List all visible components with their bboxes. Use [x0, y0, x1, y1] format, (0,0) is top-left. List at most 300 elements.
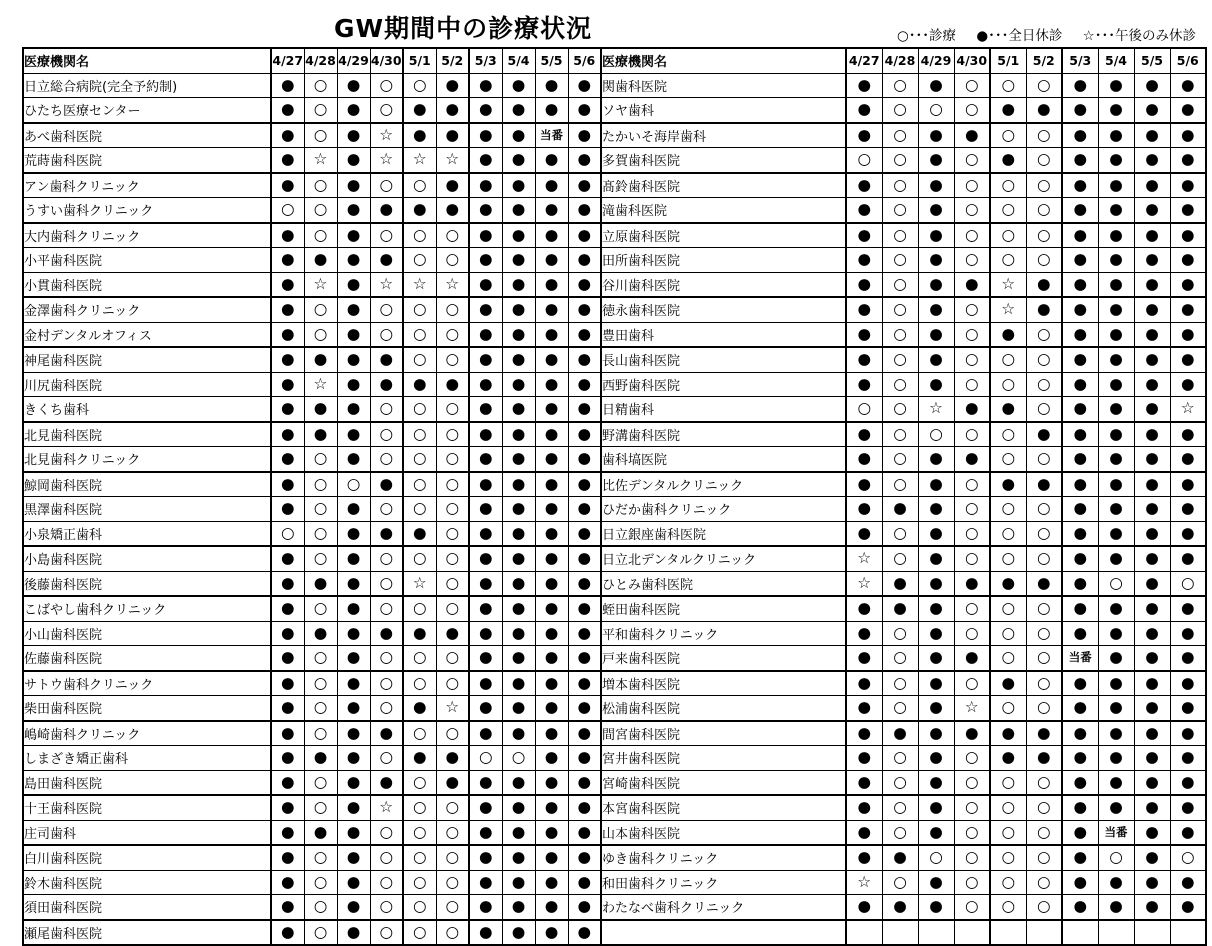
schedule-cell: ● — [535, 347, 568, 372]
schedule-cell: ● — [370, 521, 403, 546]
schedule-cell: ● — [846, 248, 882, 273]
clinic-name-cell: 金村デンタルオフィス — [23, 322, 271, 347]
schedule-cell: ○ — [954, 497, 990, 522]
schedule-cell: ○ — [990, 447, 1026, 472]
schedule-cell: ● — [370, 347, 403, 372]
schedule-cell: ○ — [370, 546, 403, 571]
header-row — [23, 48, 1206, 73]
schedule-cell: ○ — [882, 397, 918, 422]
schedule-cell: ● — [1098, 123, 1134, 148]
schedule-cell: ● — [502, 422, 535, 447]
table-row — [23, 248, 1206, 273]
clinic-name-cell: 間宮歯科医院 — [601, 721, 846, 746]
clinic-name-cell: 髙鈴歯科医院 — [601, 173, 846, 198]
schedule-cell: ○ — [1026, 845, 1062, 870]
schedule-cell: ● — [882, 596, 918, 621]
schedule-cell: ● — [502, 497, 535, 522]
schedule-cell: ○ — [882, 422, 918, 447]
schedule-cell: ○ — [403, 596, 436, 621]
schedule-cell: ● — [918, 820, 954, 845]
schedule-cell: ● — [1134, 173, 1170, 198]
schedule-cell: ● — [502, 546, 535, 571]
schedule-cell: ○ — [1026, 646, 1062, 671]
schedule-cell: ● — [1026, 297, 1062, 322]
schedule-cell: ● — [1170, 472, 1206, 497]
schedule-cell: ○ — [502, 746, 535, 771]
schedule-cell: ● — [436, 198, 469, 223]
table-row — [23, 746, 1206, 771]
schedule-cell: ● — [918, 596, 954, 621]
schedule-cell: ○ — [882, 148, 918, 173]
schedule-cell: ○ — [403, 845, 436, 870]
clinic-name-cell: 川尻歯科医院 — [23, 372, 271, 397]
schedule-cell: ● — [1134, 447, 1170, 472]
clinic-name-cell: 歯科塙医院 — [601, 447, 846, 472]
schedule-cell: ○ — [990, 795, 1026, 820]
table-row — [23, 422, 1206, 447]
schedule-cell: ● — [469, 173, 502, 198]
schedule-cell: ○ — [304, 173, 337, 198]
schedule-cell: ○ — [403, 223, 436, 248]
schedule-cell: ○ — [304, 497, 337, 522]
schedule-cell: ● — [535, 746, 568, 771]
clinic-name-cell: 須田歯科医院 — [23, 895, 271, 920]
date-header: 5/4 — [1098, 48, 1134, 73]
schedule-cell: ○ — [882, 272, 918, 297]
schedule-cell: ● — [918, 372, 954, 397]
schedule-cell: ● — [436, 98, 469, 123]
schedule-cell: ● — [1098, 521, 1134, 546]
schedule-cell: ● — [304, 571, 337, 596]
schedule-cell: ● — [271, 422, 304, 447]
schedule-cell: ● — [568, 571, 601, 596]
schedule-cell: ● — [502, 920, 535, 946]
schedule-cell: ○ — [990, 521, 1026, 546]
schedule-cell: ● — [337, 372, 370, 397]
clinic-name-cell: 庄司歯科 — [23, 820, 271, 845]
schedule-cell: ○ — [403, 820, 436, 845]
schedule-cell: ● — [1134, 646, 1170, 671]
schedule-cell: ○ — [954, 795, 990, 820]
schedule-cell: ● — [918, 746, 954, 771]
schedule-cell: ● — [469, 795, 502, 820]
schedule-cell: ○ — [370, 297, 403, 322]
schedule-cell: ○ — [436, 870, 469, 895]
page-title: GW期間中の診療状況 — [334, 14, 593, 43]
clinic-name-cell: 立原歯科医院 — [601, 223, 846, 248]
schedule-cell: ● — [502, 73, 535, 98]
clinic-name-cell: 平和歯科クリニック — [601, 621, 846, 646]
schedule-cell: ● — [502, 447, 535, 472]
schedule-cell: ○ — [990, 621, 1026, 646]
schedule-cell: ☆ — [370, 272, 403, 297]
schedule-cell: ● — [502, 521, 535, 546]
schedule-cell: ● — [271, 447, 304, 472]
schedule-cell: ● — [846, 123, 882, 148]
schedule-cell: ○ — [436, 671, 469, 696]
clinic-name-cell: 小貫歯科医院 — [23, 272, 271, 297]
schedule-cell: ○ — [304, 795, 337, 820]
schedule-cell: ● — [1026, 422, 1062, 447]
schedule-cell: ● — [1098, 347, 1134, 372]
schedule-cell: ● — [502, 472, 535, 497]
clinic-name-cell: 鯨岡歯科医院 — [23, 472, 271, 497]
schedule-cell: ● — [469, 497, 502, 522]
schedule-cell: ○ — [304, 546, 337, 571]
schedule-cell: ○ — [954, 73, 990, 98]
schedule-cell: ○ — [954, 148, 990, 173]
clinic-name-cell: 日立銀座歯科医院 — [601, 521, 846, 546]
schedule-cell: ● — [882, 721, 918, 746]
legend-item-closed-all-day: ●･･･全日休診 — [976, 28, 1063, 44]
schedule-cell: ● — [918, 696, 954, 721]
schedule-cell: ● — [1026, 721, 1062, 746]
clinic-name-cell: 嶋崎歯科クリニック — [23, 721, 271, 746]
schedule-cell: ● — [846, 98, 882, 123]
clinic-name-cell: 松浦歯科医院 — [601, 696, 846, 721]
schedule-cell: ● — [1170, 422, 1206, 447]
schedule-cell: ○ — [304, 98, 337, 123]
schedule-cell: ○ — [1026, 447, 1062, 472]
schedule-cell: ● — [990, 98, 1026, 123]
schedule-cell: ● — [568, 322, 601, 347]
schedule-cell: ○ — [370, 98, 403, 123]
clinic-name-cell: ソヤ歯科 — [601, 98, 846, 123]
schedule-cell: ● — [1134, 746, 1170, 771]
schedule-cell: ○ — [370, 870, 403, 895]
schedule-cell — [1098, 920, 1134, 946]
schedule-cell: ● — [337, 272, 370, 297]
clinic-name-cell: 西野歯科医院 — [601, 372, 846, 397]
schedule-cell: ● — [535, 571, 568, 596]
schedule-cell: ● — [469, 845, 502, 870]
schedule-cell: ● — [1062, 870, 1098, 895]
schedule-cell: ● — [568, 73, 601, 98]
schedule-cell: ○ — [954, 596, 990, 621]
clinic-name-cell: 大内歯科クリニック — [23, 223, 271, 248]
schedule-cell: ○ — [403, 870, 436, 895]
schedule-cell: ● — [846, 621, 882, 646]
schedule-cell: ○ — [370, 845, 403, 870]
schedule-cell: ● — [271, 571, 304, 596]
schedule-cell: ● — [568, 621, 601, 646]
schedule-cell: ● — [568, 397, 601, 422]
schedule-cell: ● — [502, 322, 535, 347]
schedule-cell: ○ — [954, 820, 990, 845]
schedule-cell: ○ — [1026, 372, 1062, 397]
schedule-cell: ● — [1170, 870, 1206, 895]
schedule-cell: ● — [918, 895, 954, 920]
schedule-cell: ● — [568, 347, 601, 372]
schedule-cell: ● — [1026, 272, 1062, 297]
schedule-cell: ● — [535, 322, 568, 347]
schedule-cell: ● — [502, 173, 535, 198]
schedule-cell: ○ — [370, 696, 403, 721]
schedule-cell: ○ — [436, 397, 469, 422]
schedule-cell: ○ — [1026, 148, 1062, 173]
schedule-cell: ● — [271, 472, 304, 497]
schedule-cell: ○ — [990, 696, 1026, 721]
schedule-cell: ○ — [1026, 820, 1062, 845]
schedule-cell: ● — [271, 248, 304, 273]
schedule-cell: ○ — [990, 422, 1026, 447]
schedule-cell: ● — [469, 98, 502, 123]
schedule-cell: ● — [990, 746, 1026, 771]
schedule-cell: ● — [535, 920, 568, 946]
schedule-cell: ● — [1098, 472, 1134, 497]
schedule-cell: ○ — [370, 646, 403, 671]
schedule-cell: ○ — [304, 870, 337, 895]
schedule-cell: ☆ — [370, 795, 403, 820]
schedule-cell: ○ — [1026, 248, 1062, 273]
schedule-cell: ☆ — [403, 148, 436, 173]
clinic-name-cell: 野溝歯科医院 — [601, 422, 846, 447]
date-header: 5/6 — [1170, 48, 1206, 73]
schedule-cell: ○ — [1026, 596, 1062, 621]
schedule-cell: ● — [436, 173, 469, 198]
schedule-cell: ● — [846, 696, 882, 721]
schedule-cell: ● — [568, 148, 601, 173]
schedule-cell: ○ — [403, 422, 436, 447]
schedule-cell: ☆ — [990, 297, 1026, 322]
schedule-cell: ○ — [304, 895, 337, 920]
schedule-cell: ○ — [882, 98, 918, 123]
schedule-cell: ● — [535, 895, 568, 920]
schedule-cell: ● — [1134, 546, 1170, 571]
schedule-cell: ○ — [403, 173, 436, 198]
schedule-cell: ○ — [954, 472, 990, 497]
schedule-cell: ● — [846, 671, 882, 696]
schedule-cell: ○ — [436, 347, 469, 372]
clinic-name-cell: 黒澤歯科医院 — [23, 497, 271, 522]
schedule-cell: ● — [502, 845, 535, 870]
schedule-cell: ○ — [990, 845, 1026, 870]
schedule-cell: ● — [469, 621, 502, 646]
schedule-cell: ○ — [954, 198, 990, 223]
schedule-cell — [1134, 920, 1170, 946]
date-header: 5/5 — [1134, 48, 1170, 73]
schedule-cell: ○ — [954, 671, 990, 696]
schedule-cell: ● — [1170, 98, 1206, 123]
schedule-cell: ● — [918, 73, 954, 98]
schedule-cell: ○ — [370, 596, 403, 621]
schedule-cell: ○ — [1026, 123, 1062, 148]
table-row — [23, 696, 1206, 721]
schedule-cell: ○ — [304, 596, 337, 621]
schedule-cell: ● — [469, 895, 502, 920]
schedule-cell: ● — [1170, 73, 1206, 98]
schedule-cell: ● — [535, 223, 568, 248]
schedule-cell: ● — [436, 372, 469, 397]
schedule-cell: ● — [304, 820, 337, 845]
schedule-cell: ● — [337, 148, 370, 173]
schedule-cell: ● — [337, 347, 370, 372]
schedule-cell: ● — [568, 422, 601, 447]
schedule-cell: ● — [271, 770, 304, 795]
schedule-cell: ● — [918, 472, 954, 497]
table-row — [23, 571, 1206, 596]
schedule-cell: ● — [502, 820, 535, 845]
schedule-cell: ● — [1098, 546, 1134, 571]
clinic-name-cell: 小平歯科医院 — [23, 248, 271, 273]
schedule-cell: ● — [535, 820, 568, 845]
schedule-cell: ● — [502, 770, 535, 795]
schedule-cell: ● — [535, 447, 568, 472]
schedule-cell: ● — [990, 721, 1026, 746]
schedule-cell: ○ — [918, 845, 954, 870]
schedule-cell: ● — [535, 621, 568, 646]
clinic-name-cell: サトウ歯科クリニック — [23, 671, 271, 696]
schedule-cell: ○ — [882, 372, 918, 397]
schedule-cell: ● — [304, 397, 337, 422]
schedule-cell: ● — [918, 447, 954, 472]
schedule-cell — [1170, 920, 1206, 946]
schedule-cell: ○ — [954, 223, 990, 248]
clinic-name-cell: ひだか歯科クリニック — [601, 497, 846, 522]
schedule-cell: ○ — [918, 98, 954, 123]
schedule-cell: ● — [502, 248, 535, 273]
clinic-name-cell: 宮井歯科医院 — [601, 746, 846, 771]
clinic-name-cell: 多賀歯科医院 — [601, 148, 846, 173]
schedule-cell: ● — [502, 347, 535, 372]
schedule-cell: ● — [337, 596, 370, 621]
schedule-cell: ● — [271, 920, 304, 946]
schedule-cell: ● — [271, 820, 304, 845]
schedule-cell: ● — [1062, 746, 1098, 771]
schedule-cell: ○ — [436, 223, 469, 248]
schedule-cell: ● — [1062, 895, 1098, 920]
schedule-cell: ○ — [370, 322, 403, 347]
schedule-cell: ● — [1170, 746, 1206, 771]
schedule-cell: ● — [1062, 472, 1098, 497]
schedule-cell: ○ — [1026, 770, 1062, 795]
schedule-cell: ● — [469, 372, 502, 397]
schedule-cell: ● — [1134, 123, 1170, 148]
date-header: 4/29 — [337, 48, 370, 73]
schedule-cell: ○ — [436, 497, 469, 522]
schedule-cell: ● — [1134, 770, 1170, 795]
schedule-cell: ● — [271, 123, 304, 148]
schedule-cell: ● — [1134, 596, 1170, 621]
schedule-cell: ● — [846, 646, 882, 671]
schedule-cell: ○ — [882, 521, 918, 546]
schedule-cell: ● — [1170, 795, 1206, 820]
schedule-cell: ● — [337, 546, 370, 571]
schedule-cell: ○ — [882, 447, 918, 472]
schedule-cell: ○ — [436, 472, 469, 497]
schedule-cell: ● — [436, 123, 469, 148]
table-row — [23, 347, 1206, 372]
schedule-cell: ● — [403, 372, 436, 397]
schedule-cell: ● — [502, 895, 535, 920]
table-row — [23, 646, 1206, 671]
schedule-cell: ☆ — [436, 148, 469, 173]
table-row — [23, 770, 1206, 795]
schedule-cell: ● — [882, 571, 918, 596]
schedule-cell: ● — [1062, 621, 1098, 646]
schedule-cell: ● — [370, 472, 403, 497]
schedule-cell: ● — [1098, 198, 1134, 223]
schedule-cell: ☆ — [403, 571, 436, 596]
schedule-cell: ● — [1170, 696, 1206, 721]
schedule-cell: ● — [1170, 148, 1206, 173]
schedule-cell: ● — [469, 721, 502, 746]
schedule-cell: ● — [337, 73, 370, 98]
clinic-name-cell: しまざき矯正歯科 — [23, 746, 271, 771]
schedule-cell: ● — [918, 297, 954, 322]
schedule-cell: ● — [918, 198, 954, 223]
schedule-cell: ○ — [954, 98, 990, 123]
schedule-cell: ● — [469, 546, 502, 571]
schedule-cell: ● — [502, 721, 535, 746]
schedule-cell: ○ — [271, 521, 304, 546]
schedule-cell: ● — [846, 73, 882, 98]
schedule-cell: ● — [1098, 272, 1134, 297]
schedule-cell: ☆ — [846, 546, 882, 571]
schedule-cell: ● — [846, 322, 882, 347]
schedule-cell: ● — [535, 73, 568, 98]
schedule-cell: ○ — [1098, 571, 1134, 596]
schedule-cell: ○ — [954, 173, 990, 198]
schedule-cell: ● — [1170, 447, 1206, 472]
schedule-cell: ● — [337, 397, 370, 422]
table-row — [23, 472, 1206, 497]
schedule-cell: ● — [846, 347, 882, 372]
schedule-cell: ● — [502, 397, 535, 422]
schedule-cell: ● — [568, 820, 601, 845]
date-header: 5/3 — [1062, 48, 1098, 73]
table-row — [23, 870, 1206, 895]
schedule-cell: ○ — [990, 223, 1026, 248]
clinic-name-cell: 滝歯科医院 — [601, 198, 846, 223]
schedule-cell: ● — [502, 870, 535, 895]
schedule-cell: ● — [1062, 521, 1098, 546]
schedule-cell: ● — [271, 845, 304, 870]
schedule-cell: ○ — [1026, 895, 1062, 920]
schedule-cell: ○ — [1026, 173, 1062, 198]
table-row — [23, 671, 1206, 696]
schedule-cell: ○ — [469, 746, 502, 771]
schedule-cell: ○ — [337, 472, 370, 497]
schedule-cell: ○ — [1026, 621, 1062, 646]
clinic-name-cell: 神尾歯科医院 — [23, 347, 271, 372]
schedule-cell: ○ — [1026, 73, 1062, 98]
schedule-cell: ○ — [304, 322, 337, 347]
schedule-cell: ● — [918, 646, 954, 671]
schedule-cell: ● — [403, 521, 436, 546]
schedule-cell: ● — [337, 795, 370, 820]
schedule-cell: ● — [1062, 397, 1098, 422]
schedule-cell: ● — [469, 447, 502, 472]
table-row — [23, 795, 1206, 820]
schedule-cell: ● — [403, 198, 436, 223]
schedule-cell: ○ — [436, 546, 469, 571]
schedule-cell: ● — [1134, 696, 1170, 721]
schedule-cell: ○ — [990, 546, 1026, 571]
schedule-cell: ○ — [1026, 870, 1062, 895]
schedule-cell — [882, 920, 918, 946]
schedule-cell: ● — [502, 596, 535, 621]
schedule-cell: ● — [1134, 98, 1170, 123]
schedule-cell: ● — [1098, 596, 1134, 621]
schedule-cell: ● — [568, 472, 601, 497]
schedule-cell: ● — [436, 621, 469, 646]
table-row — [23, 223, 1206, 248]
schedule-cell: ● — [954, 721, 990, 746]
schedule-cell: ● — [918, 770, 954, 795]
schedule-cell: ● — [990, 472, 1026, 497]
table-row — [23, 596, 1206, 621]
